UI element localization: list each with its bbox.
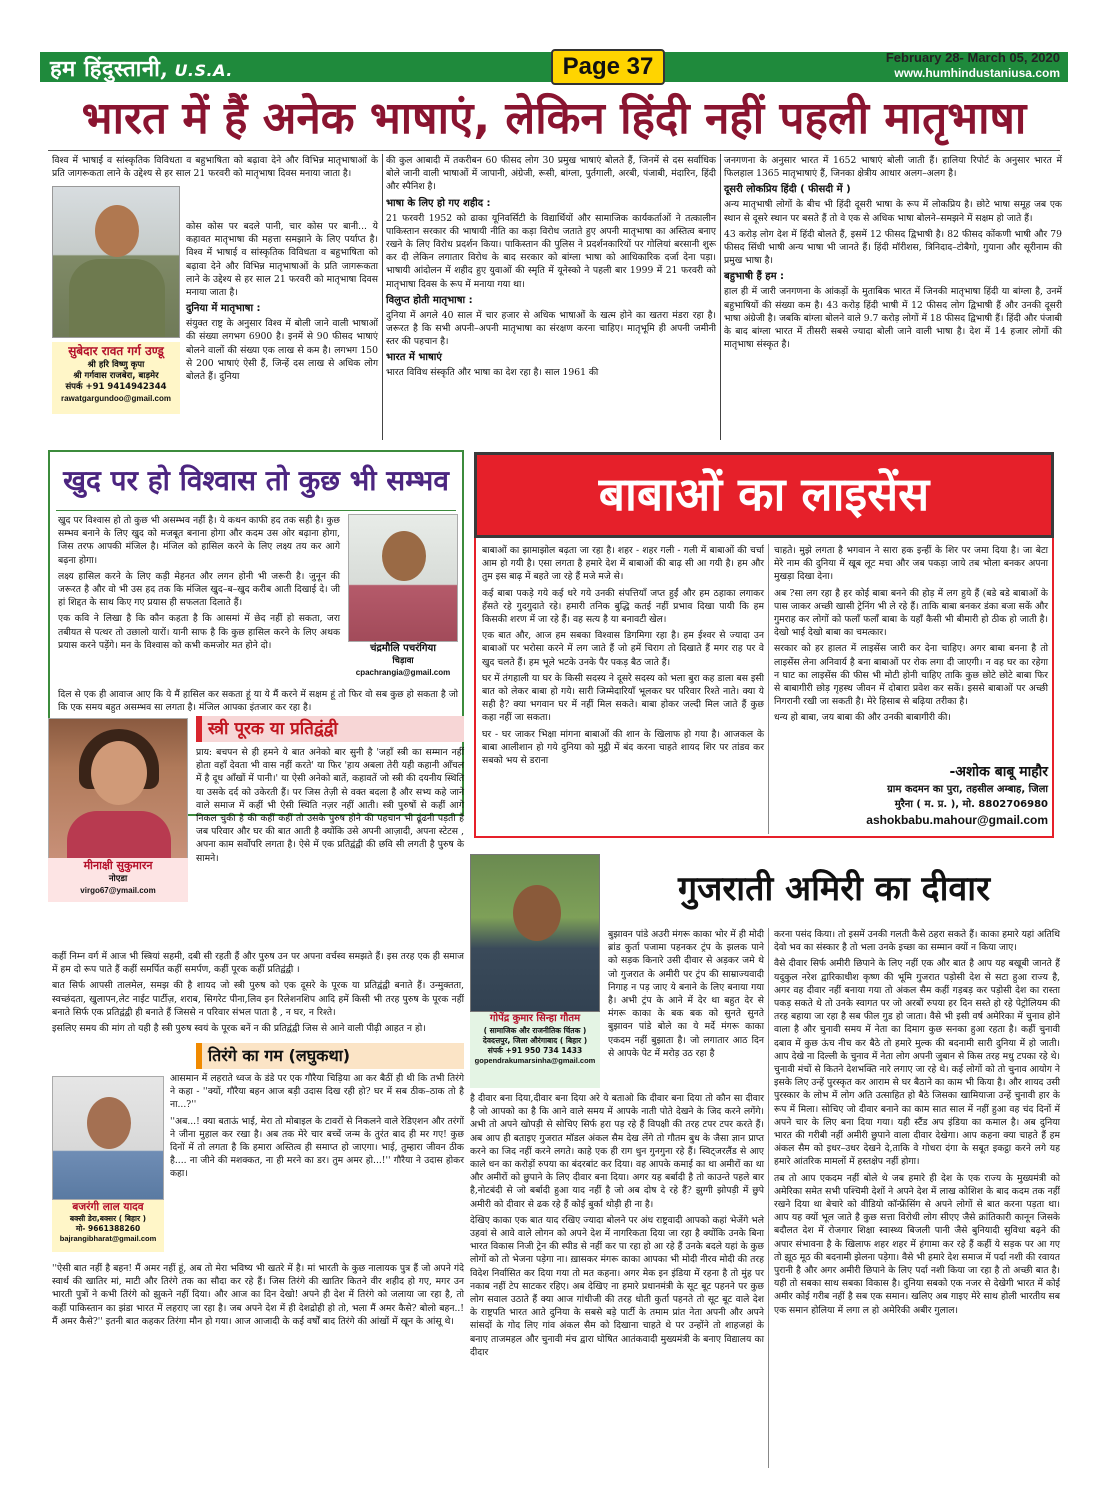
paragraph: एक कवि ने लिखा है कि कौन कहता है कि आसमां में छेद नहीं हो सकता, जरा तबीयत से पत्थर तो उछालो यारों। यानी साफ है कि कुछ हासिल करने के लिए अथक प्रयास करने पड़ेंगे। मन के विश्वास को कभी कमजोर मत होने दो। bbox=[58, 613, 340, 651]
masthead-brand: हम हिंदुस्तानी, U.S.A. bbox=[50, 56, 233, 82]
column-divider bbox=[768, 928, 769, 1468]
article4-body-bottom bbox=[52, 1262, 464, 1331]
paragraph: कोस कोस पर बदले पानी, चार कोस पर बानी... ये कहावत मातृभाषा की महत्ता समझाने के लिए पर्याप्त है। विश्व में भाषाई व सांस्कृतिक विविधता व बहुभाषिता को बढ़ावा देने और विभिन्न मातृभाषाओं के प्रति जागरूकता लाने के उद्देश्य से हर साल 21 फरवरी को मातृभाषा दिवस मनाया जाता है। bbox=[186, 221, 378, 299]
article3-body-bottom bbox=[52, 950, 464, 1038]
subheading: विलुप्त होती मातृभाषा : bbox=[386, 294, 473, 306]
article1-col3 bbox=[724, 154, 1062, 354]
author-caption-meenakshi bbox=[48, 858, 188, 902]
author-line: बक्सी डेरा,बक्सर ( बिहार ) bbox=[69, 1214, 147, 1223]
paragraph: देखिए काका एक बात याद रखिए ज्यादा बोलने पर अंध राष्ट्रवादी आपको कहां भेजेंगे भले उहवां से आवे वाले लोगन को अपने देश में नागरिकता दिया जा रहा है क्योंकि उनके बिना भारत विकास निजी ट्रेन की स्पीड से नहीं कर पा रहा हो आ रहे हैं उनके बदले यहां के कुछ लोगों को तो भेजना पड़ेगा ना। ख़ासकर मंगरू काका आपका भी मोदी नीरव मोदी की तरह विदेश निर्वासित कर दिया गया तो मत कहना। अगर मेक इन इंडिया में रहना है तो मुंह पर नकाब नहीं टेप साटकर रहिए। अब देखिए ना हमारे प्रधानमंत्री के सूट बूट पहनने पर कुछ लोग सवाल उठाते हैं क्या आज गांधीजी की तरह धोती कुर्ता पहनते तो सूट बूट वाले देश के राष्ट्रपति भारत आते दुनिया के सबसे बड़े पार्टी के तमाम प्रांत नेता अपनी और अपने सांसदों के गोद लिए गांव अंकल सैम को दिखाना चाहते थे पर उन्होंने तो शाहजहां के बनाए ताजमहल और चुनावी मंच द्वारा घोषित आतंकवादी मुख्यमंत्री के बनाए विद्यालय का दीदार bbox=[470, 1214, 764, 1358]
author-email[interactable]: cpachrangia@gmail.com bbox=[355, 668, 451, 677]
column-divider bbox=[720, 154, 721, 440]
paragraph: दुनिया में अगले 40 साल में चार हजार से अधिक भाषाओं के खत्म होने का खतरा मंडरा रहा है। जरूरत है कि सभी अपनी–अपनी मातृभाषा का संरक्षण करना चाहिए। मातृभूमि ही अपनी जमीनी स्तर की पहचान है। bbox=[386, 309, 716, 348]
author-caption-subedar bbox=[52, 342, 180, 414]
paragraph: है दीवार बना दिया,दीवार बना दिया अरे ये बताओ कि दीवार बना दिया तो कौन सा दीवार है जो आपको का है कि आने वाले समय में आपके नाती पोते देखने के जिद करने लगेंगे। अभी तो अपने खोपड़ी से सोचिए सिर्फ हरा पड़ रहे हैं विपक्षी की तरह टपर टपर करते हैं। अब आप ही बताइए गुजरात मॉडल अंकल सैम देख लेंगे तो गौतम बुध के जैसा ज्ञान प्राप्त करने का जिद नहीं करने लगते। काहे एक ही राग धुन गुनगुना रहे हैं। स्विट्जरलैंड से आए काले धन का करोड़ों रुपया का बंदरबांट कर दिया। वह आपके कमाई का था अमीरों का था और अमीरों को छुपाने के लिए दीवार बना दिया। अगर यह बर्बादी है तो काउन्ते पहले बार है,नोटबंदी से जो बर्बादी हुआ याद नहीं है जो अब दोष दे रहे हैं? झुग्गी झोपड़ी में छुपे अमीरी को दीवार से ढक रहे हैं कोई बुर्का थोड़ी ही ना है। bbox=[470, 1093, 764, 1210]
article1-col2 bbox=[386, 154, 716, 383]
article2-headline: खुद पर हो विश्वास तो कुछ भी सम्भव bbox=[63, 464, 449, 497]
author-photo-meenakshi bbox=[48, 718, 188, 860]
paragraph: भारत विविध संस्कृति और भाषा का देश रहा है। साल 1961 की bbox=[386, 367, 599, 379]
author-photo-gopendra bbox=[470, 854, 600, 1012]
masthead-brand-suffix: U.S.A. bbox=[174, 61, 233, 80]
author-caption-chandramauli bbox=[348, 642, 458, 694]
author-caption-bajrangi bbox=[52, 1200, 164, 1252]
author-email[interactable]: virgo67@ymail.com bbox=[80, 886, 156, 895]
author-line: चिड़ावा bbox=[392, 656, 414, 666]
author-line: श्री हरि विष्णु कृपा bbox=[87, 360, 145, 370]
paragraph: 21 फरवरी 1952 को ढाका यूनिवर्सिटी के विद्यार्थियों और सामाजिक कार्यकर्ताओं ने तत्कालीन पाकिस्तान सरकार की भाषायी नीति का कड़ा विरोध जताते हुए अपनी मातृभाषा का अस्तित्व बनाए रखने के लिए विरोध प्रदर्शन किया। पाकिस्तान की पुलिस ने प्रदर्शनकारियों पर गोलियां बरसानी शुरू कर दी लेकिन लगातार विरोध के बाद सरकार को बांग्ला भाषा को आधिकारिक दर्जा देना पड़ा। भाषायी आंदोलन में शहीद हुए युवाओं की स्मृति में यूनेस्को ने पहली बार 1999 में 21 फरवरी को मातृभाषा दिवस के रूप में मनाया गया था। bbox=[386, 212, 716, 290]
subheading: भाषा के लिए हो गए शहीद : bbox=[386, 197, 491, 209]
website-link[interactable]: www.humhindustaniusa.com bbox=[894, 66, 1060, 80]
paragraph: बुझावन पांडे अउरी मंगरू काका भोर में ही मोदी ब्रांड कुर्ता पजामा पहनकर ट्रंप के झलक पाने को सड़क किनारे उसी दीवार से अड़कर जमे थे जो गुजरात के अमीरी पर ट्रंप की साम्राज्यवादी निगाह न पड़ जाए ये बनाने के लिए बनाया गया है। अभी ट्रंप के आने में देर था बहुत देर से मंगरू काका के बक बक को सुनते सुनते बुझावन पांडे बोले का ये मर्दे मंगरू काका एकदम नहीं बुझाता है। जो लगातार आठ दिन से आपके पेट में मरोड़ उठ रहा है bbox=[608, 929, 765, 1059]
page-number-badge: Page 37 bbox=[551, 49, 665, 85]
paragraph: अन्य मातृभाषी लोगों के बीच भी हिंदी दूसरी भाषा के रूप में लोकप्रिय है। छोटे भाषा समूह जब एक स्थान से दूसरे स्थान पर बसते हैं तो वे एक से अधिक भाषा बोलने–समझने में सक्षम हो जाते हैं। bbox=[724, 199, 1062, 224]
article1-intro bbox=[52, 154, 378, 183]
article2-body-bottom bbox=[58, 688, 458, 717]
paragraph: जनगणना के अनुसार भारत में 1652 भाषाएं बोली जाती हैं। हालिया रिपोर्ट के अनुसार भारत में फिलहाल 1365 मातृभाषाएं हैं, जिनका क्षेत्रीय आधार अलग–अलग है। bbox=[724, 155, 1062, 180]
article6-headline: गुजराती अमिरी का दीवार bbox=[678, 869, 990, 909]
author-name: बजरंगी लाल यादव bbox=[72, 1201, 144, 1213]
paragraph: ''ऐसी बात नहीं है बहन! मैं अमर नहीं हूं, अब तो मेरा भविष्य भी खतरे में है। मां भारती के कुछ नालायक पुत्र हैं जो अपने गंदे स्वार्थ की खातिर मां, माटी और तिरंगे तक का सौदा कर रहे हैं। जिस तिरंगे की खातिर कितने वीर शहीद हो गए, मगर उन भारती पुत्रों ने कभी तिरंगे को झुकने नहीं दिया। और आज का दिन देखो! अपने ही देश में तिरंगे को जलाया जा रहा है, तो कहीं पाकिस्तान का झंडा भारत में लहराए जा रहा है। जब अपने देश में ही देशद्रोही हो तो, भला मैं अमर कैसे? बोलो बहन..! मैं अमर कैसे?'' इतनी बात कहकर तिरंगा मौन हो गया। आज आजादी के कई वर्षों बाद तिरंगे की आंखों में खून के आंसू थे। bbox=[52, 1263, 464, 1327]
article1-intro-text: विश्व में भाषाई व सांस्कृतिक विविधता व बहुभाषिता को बढ़ावा देने और विभिन्न मातृभाषाओं के प्रति जागरूकता लाने के उद्देश्य से हर साल 21 फरवरी को मातृभाषा दिवस मनाया जाता है। bbox=[52, 155, 378, 180]
article5-email[interactable]: ashokbabu.mahour@gmail.com bbox=[866, 813, 1048, 827]
author-email[interactable]: gopendrakumarsinha@gmail.com bbox=[474, 1056, 596, 1065]
paragraph: अब ?सा लग रहा है हर कोई बाबा बनने की होड़ में लग हुये हैं (बडे बडे बाबाओं के पास जाकर अच्छी खासी ट्रेनिंग भी ले रहे हैं। ताकि बाबा बनकर डंका बजा सकें और गुमराह कर लोगों को फलाँ फलाँ बाबा के यहाँ कैसी भी बीमारी हो ठीक हो जाती है। देखो भाई देखो बाबा का चमत्कार। bbox=[774, 587, 1048, 639]
paragraph: तब तो आप एकदम नहीं बोले थे जब हमारे ही देश के एक राज्य के मुख्यमंत्री को अमेरिका समेत सभी पश्चिमी देशों ने अपने देश में लाख कोशिश के बाद कदम तक नहीं रखने दिया था बेचारे को वीडियो कॉन्फ्रेंसिंग से अपने लोगों से बात करना पड़ता था। आप यह क्यों भूल जाते है कुछ सत्ता विरोधी लोग सीएए जैसे क्रांतिकारी कानून जिसके बदौलत देश में रोजगार शिक्षा स्वास्थ्य बिजली पानी जैसे बुनियादी सुविधा बढ़ने की अपार संभावना है के खिलाफ शहर शहर में हंगामा कर रहे हैं कहीं ये सड़क पर आ गए तो झूठ मूठ की बदनामी झेलना पड़ेगा। वैसे भी हमारे देश समाज में पर्दा नशी की रवायत पुरानी है और अगर अमीरी छिपाने के लिए पर्दा नशी किया जा रहा है तो अच्छी बात है। यही तो सबका साथ सबका विकास है। दुनिया सबको एक नजर से देखेगी भारत में कोई अमीर कोई गरीब नहीं है सब एक समान। खलिए अब गाइए मेरे साथ होली भारतीय सब एक समान होलिया में लगा ल हो अमेरिकी अबीर गुलाल। bbox=[774, 1172, 1060, 1316]
article5-col2 bbox=[774, 544, 1048, 728]
paragraph: 43 करोड़ लोग देश में हिंदी बोलते हैं, इसमें 12 फीसद द्विभाषी है। 82 फीसद कोंकणी भाषी और 79 फीसद सिंधी भाषी अन्य भाषा भी जानते हैं। हिंदी मॉरीशस, त्रिनिदाद–टोबैगो, गुयाना और सूरीनाम की प्रमुख भाषा है। bbox=[724, 228, 1062, 267]
article6-col1-top bbox=[608, 928, 764, 1063]
subheading: बहुभाषी हैं हम : bbox=[724, 271, 785, 283]
author-name: सुबेदार रावत गर्ग उण्डू bbox=[68, 344, 164, 358]
article3-headline: स्त्री पूरक या प्रतिद्वंद्वी bbox=[208, 719, 338, 739]
issue-date: February 28- March 05, 2020 bbox=[885, 50, 1060, 65]
paragraph: कई बाबा पकड़े गये कई धरे गये उनकी संपत्तियाँ जप्त हुईं और हम ठहाका लगाकर हँसते रहे गुदगुदाते रहे। हमारी तनिक बुद्धि कतई नहीं प्रभाव दिखा पायी कि हम किसकी शरण में जा रहे हैं। वह सत्य है या बनावटी खेल। bbox=[482, 587, 764, 626]
paragraph: हाल ही में जारी जनगणना के आंकड़ों के मुताबिक भारत में जिनकी मातृभाषा हिंदी या बांग्ला है, उनमें बहुभाषियों की संख्या कम है। 43 करोड़ हिंदी भाषी में 12 फीसद लोग द्विभाषी हैं और उनकी दूसरी भाषा अंग्रेजी है। जबकि बांग्ला बोलने वाले 9.7 करोड़ लोगों में 18 फीसद द्विभाषी हैं। हिंदी और पंजाबी के बाद बांग्ला भारत में तीसरी सबसे ज्यादा बोली जाने वाली भाषा है। देश में 14 हजार लोगों की मातृभाषा संस्कृत है। bbox=[724, 286, 1062, 351]
paragraph: बात सिर्फ आपसी तालमेल, समझ की है शायद जो स्त्री पुरुष को एक दूसरे के पूरक या प्रतिद्वंद्वी बनाते हैं। उन्मुक्तता, स्वच्छंदता, खुलापन,लेट नाईट पार्टीज़, शराब, सिगरेट पीना,लिव इन रिलेशनशिप आदि हमें किसी भी तरह पुरुष के पूरक नहीं बनाते सिर्फ एक प्रतिद्वंद्वी ही बनाते हैं जिससे न परिवार संभल पाता है , न घर, न रिश्ते। bbox=[52, 980, 464, 1018]
paragraph: दिल से एक ही आवाज आए कि ये मैं हासिल कर सकता हूं या ये मैं करने में सक्षम हूं तो फिर वो सब कुछ हो सकता है जो कि एक समय बहुत असम्भव सा लगता है। मंजिल आपका इंतजार कर रहा है। bbox=[58, 689, 458, 714]
article4-body-side bbox=[170, 1072, 464, 1184]
author-photo-bajrangi bbox=[52, 1076, 164, 1200]
article5-address: ग्राम कदमन का पुरा, तहसील अम्बाह, जिला bbox=[887, 784, 1048, 795]
column-divider bbox=[768, 544, 769, 834]
author-photo-chandramauli bbox=[348, 514, 458, 642]
author-caption-gopendra bbox=[470, 1012, 600, 1088]
paragraph: प्राय: बचपन से ही हमने ये बात अनेको बार सुनी है 'जहाँ स्त्री का सम्मान नहीं होता वहाँ देवता भी वास नहीं करते' या फिर 'हाय अबला तेरी यही कहानी आँचल में है दूध आँखों में पानी।' या ऐसी अनेको बातें, कहावतें जो स्त्री की दयनीय स्थिति या उसके दर्द को उकेरती हैं। पर जिस तेज़ी से वक्त बदला है और सभ्य कहे जाने वाले समाज में कहीं भी ऐसी स्थिति नज़र नहीं आती। स्त्री पुरुषों से कहीं आगे निकल चुकी है की कहीं कहीं तो उसके पुरुष होने की पहचान भी ढूंढनी पड़ती है जब परिवार और घर की बात आती है क्योंकि उसे अपनी आज़ादी, अपना स्टेटस , अपना काम सर्वोपरि लगता है। ऐसे में एक प्रतिद्वंद्वी की छवि सी लगती है पुरुष के सामने। bbox=[196, 747, 464, 864]
paragraph: लक्ष्य हासिल करने के लिए कड़ी मेहनत और लगन होनी भी जरूरी है। जुनून की जरूरत है और वो भी उस हद तक कि मंजिल खुद–ब–खुद करीब आती दिखाई दे। जी हां शिद्दत के साथ किए गए प्रयास ही सफलता दिलाते हैं। bbox=[58, 570, 340, 609]
author-line: श्री गर्गवास राजबेरा, बाड़मेर bbox=[73, 371, 159, 381]
headline-rule bbox=[56, 510, 456, 511]
paragraph: करना पसंद किया। तो इसमें उनकी गलती कैसे ठहरा सकते हैं। काका हमारे यहां अतिथि देवो भव का संस्कार है तो भला उनके इच्छा का सम्मान क्यों न किया जाए। bbox=[774, 929, 1060, 954]
article4-headline: तिरंगे का गम (लघुकथा) bbox=[208, 1046, 351, 1065]
article6-col1-bottom bbox=[470, 1092, 764, 1362]
main-headline: भारत में हैं अनेक भाषाएं, लेकिन हिंदी नहीं पहली मातृभाषा bbox=[81, 93, 1027, 144]
author-line: देवदत्तपुर, जिला औरंगाबाद ( बिहार ) bbox=[482, 1036, 588, 1045]
paragraph: की कुल आबादी में तकरीबन 60 फीसद लोग 30 प्रमुख भाषाएं बोलते हैं, जिनमें से दस सर्वाधिक बोले जानी वाली भाषाओं में जापानी, अंग्रेजी, रूसी, बांग्ला, पुर्तगाली, अरबी, पंजाबी, मंदारिन, हिंदी और स्पैनिश है। bbox=[386, 155, 716, 193]
author-contact: मो- 9661388260 bbox=[75, 1224, 141, 1233]
paragraph: सरकार को हर हालत में लाइसेंस जारी कर देना चाहिए। अगर बाबा बनना है तो लाइसेंस लेना अनिवार्य है बना बाबाओं पर रोक लगा दी जाएगी। न वह घर का रहेगा न घाट का लाइसेंस की फीस भी मोटी होनी चाहिए ताकि कुछ छोटे छोटे बाबा फिर से बाबागीरी छोड़ गृहस्थ जीवन में दोबारा प्रवेश कर सकें। इससे बाबाओं पर अच्छी निगरानी रखी जा सकती है। मेरे हिसाब से बढ़िया तरीका है। bbox=[774, 643, 1048, 708]
paragraph: आसमान में लहराते ध्वज के डंडे पर एक गौरैया चिड़िया आ कर बैठीं ही थी कि तभी तिरंगे ने कहा - ''क्यों, गौरैया बहन आज बड़ी उदास दिख रही हो? घर में सब ठीक–ठाक तो है ना...?'' bbox=[170, 1073, 464, 1111]
author-name: गोपेंद्र कुमार सिन्हा गौतम bbox=[489, 1013, 581, 1024]
author-email[interactable]: bajrangibharat@gmail.com bbox=[59, 1234, 157, 1243]
paragraph: कहीं निम्न वर्ग में आज भी स्त्रियां सहमी, दबी सी रहती हैं और पुरुष उन पर अपना वर्चस्व समझते हैं। इस तरह एक ही समाज में हम दो रूप पाते हैं कहीं समर्पित कहीं समर्पण, कहीं पूरक कहीं प्रतिद्वंद्वी । bbox=[52, 951, 464, 976]
paragraph: खुद पर विश्वास हो तो कुछ भी असम्भव नहीं है। ये कथन काफी हद तक सही है। कुछ सम्भव बनाने के लिए खुद को मजबूत बनाना होगा और कदम उस ओर बढ़ाना होगा, जिस तरफ आपकी मंजिल है। मंजिल को हासिल करने के लिए लक्ष्य तय कर आगे बढ़ना होगा। bbox=[58, 515, 340, 566]
article5-headline: बाबाओं का लाइसेंस bbox=[474, 452, 1054, 538]
paragraph: चाहते। मुझे लगता है भगवान ने सारा हक इन्हीं के शिर पर जमा दिया है। जा बेटा मेरे नाम की दुनिया में खूब लूट मचा और जब पकड़ा जाये तब भोला बनकर अपना मुखड़ा दिखा देना। bbox=[774, 545, 1048, 583]
paragraph: एक बात और, आज हम सबका विश्वास डिगमिगा रहा है। हम ईश्वर से ज्यादा उन बाबाओं पर भरोसा करने में लग जाते हैं जो हमें चिराग तो दिखाते हैं मगर राह पर वे खुद चलते हैं। हम भूले भटके उनके पैर पकड़ बैठ जाते हैं। bbox=[482, 630, 764, 668]
headline-rule bbox=[48, 150, 1060, 151]
paragraph: घर - घर जाकर भिक्षा मांगना बाबाओं की शान के खिलाफ हो गया है। आजकल के बाबा आलीशान हो गये दुनिया को मुट्ठी में बंद करना चाहते शायद शिर पर तांडव कर सबको भय से डराना bbox=[482, 728, 764, 767]
paragraph: वैसे दीवार सिर्फ अमीरी छिपाने के लिए नहीं एक और बात है आप यह बखूबी जानते हैं यदुकुल नरेश द्वारिकाधीश कृष्ण की भूमि गुजरात पड़ोसी देश से सटा हुआ राज्य है, अगर वह दीवार नहीं बनाया गया तो अंकल सैम कहीं गड़बड़ कर पड़ोसी देश का रास्ता पकड़ सकते थे तो उनके स्वागत पर जो अरबों रुपया हर दिन सस्ते हो रहे पेट्रोलियम की तरह बहाया जा रहा है सब फील गुड हो जाता। वैसे भी इसी वर्ष अमेरिका में चुनाव होने वाला है और चुनावी समय में नेता का दिमाग कुछ सनका हुआ रहता है। कहीं चुनावी दबाव में कुछ ऊंच नीच कर बैठे तो हमारे मुल्क की बदनामी सारी दुनिया में हो जाती। आप देखे ना दिल्ली के चुनाव में नेता लोग अपनी जुबान से किस तरह मधु टपका रहे थे। चुनावी मंचों से कितने देशभक्ति नारे लगाए जा रहे थे। कई लोगों को तो चुनाव आयोग ने इसके लिए उन्हें पुरस्कृत कर आराम से घर बैठाने का काम भी किया है। और शायद उसी पुरस्कार के लोभ में लोग अति उत्साहित हो बैठे जिसका खामियाजा उन्हें चुनावी हार के रूप में मिला। सोचिए जो दीवार बनाने का काम सात साल में नहीं हुआ वह चंद दिनों में अपने चार के लिए बना दिया गया। यही स्टैंड अप इंडिया का कमाल है। अब दुनिया भारत की गरीबी नहीं अमीरी छुपाने वाला दीवार देखेगा। आप कहना क्या चाहते हैं हम अंकल सैम को इधर–उधर देखने दे,ताकि वे गोधरा दंगा के सबूत इकट्ठा करने लगे यह हमारे आंतरिक मामलों में हस्तक्षेप नहीं होगा। bbox=[774, 958, 1060, 1168]
author-name: मीनाक्षी सुकुमारन bbox=[83, 859, 153, 872]
article5-col1 bbox=[482, 544, 764, 770]
paragraph: धन्य हो बाबा, जय बाबा की और उनकी बाबागीरी की। bbox=[774, 712, 951, 724]
article3-body-side bbox=[196, 746, 464, 868]
author-line: ( सामाजिक और राजनीतिक चिंतक ) bbox=[483, 1026, 587, 1035]
article5-signoff: -अशोक बाबू माहौर bbox=[949, 764, 1048, 780]
author-photo-subedar bbox=[52, 186, 180, 338]
article5-address: मुरैना ( म. प्र. ), मो. 8802706980 bbox=[894, 799, 1048, 810]
paragraph: बाबाओं का झामाझोल बढ़ता जा रहा है। शहर - शहर गली - गली में बाबाओं की चर्चा आम हो गयी है। एसा लगता है हमारे देश में बाबाओं की बाढ़ सी आ गयी है। हम और तुम इस बाढ़ में बहते जा रहे हैं मजे मजे से। bbox=[482, 545, 764, 583]
subheading: भारत में भाषाएं bbox=[386, 352, 442, 364]
author-contact: संपर्क +91 9414942344 bbox=[65, 382, 167, 392]
paragraph: इसलिए समय की मांग तो यही है स्त्री पुरुष स्वयं के पूरक बनें न की प्रतिद्वंद्वी जिस से आने वाली पीढ़ी आहत न हो। bbox=[52, 1023, 426, 1035]
subheading: दुनिया में मातृभाषा : bbox=[186, 303, 261, 315]
column-divider bbox=[382, 154, 383, 440]
article2-body-top bbox=[58, 514, 340, 655]
author-email[interactable]: rawatgargundoo@gmail.com bbox=[60, 394, 172, 403]
paragraph: घर में तंगहाली या घर के किसी सदस्य ने दूसरे सदस्य को भला बुरा कह डाला बस इसी बात को लेकर बाबा हो गये। सारी जिम्मेदारियाँ भूलकर घर परिवार रिश्ते नाते। क्या ये सही है? क्या भगवान घर में नहीं मिल सकते। बाबा होकर जल्दी मिल जाते हैं कुछ कहा नहीं जा सकता। bbox=[482, 672, 764, 724]
author-name: चंद्रमौलि पचरंगिया bbox=[370, 643, 436, 654]
author-line: नोएडा bbox=[108, 874, 128, 884]
article6-col2 bbox=[774, 928, 1060, 1320]
author-contact: संपर्क +91 950 734 1433 bbox=[487, 1046, 583, 1055]
paragraph: संयुक्त राष्ट्र के अनुसार विश्व में बोली जाने वाली भाषाओं की संख्या लगभग 6900 है। इनमें से 90 फीसद भाषाएं बोलने वालों की संख्या एक लाख से कम है। लगभग 150 से 200 भाषाएं ऐसी हैं, जिन्हें दस लाख से अधिक लोग बोलते हैं। दुनिया bbox=[186, 318, 378, 383]
paragraph: ''अब...! क्या बताऊं भाई, मेरा तो मोबाइल के टावरों से निकलने वाले रेडिएशन और तरंगों ने जीना मुहाल कर रखा है। अब तक मेरे चार बच्चें जन्म के तुरंत बाद ही मर गए! कुछ दिनों में तो लगता है कि हमारा अस्तित्व ही समाप्त हो जाएगा। भाई, तुम्हारा जीवन ठीक है.... ना जीने की मशक्कत, ना ही मरने का डर। तुम अमर हो...!'' गौरैया ने उदास होकर कहा। bbox=[170, 1115, 464, 1180]
subheading: दूसरी लोकप्रिय हिंदी ( फीसदी में ) bbox=[724, 184, 851, 196]
article1-col1-body bbox=[186, 220, 378, 386]
